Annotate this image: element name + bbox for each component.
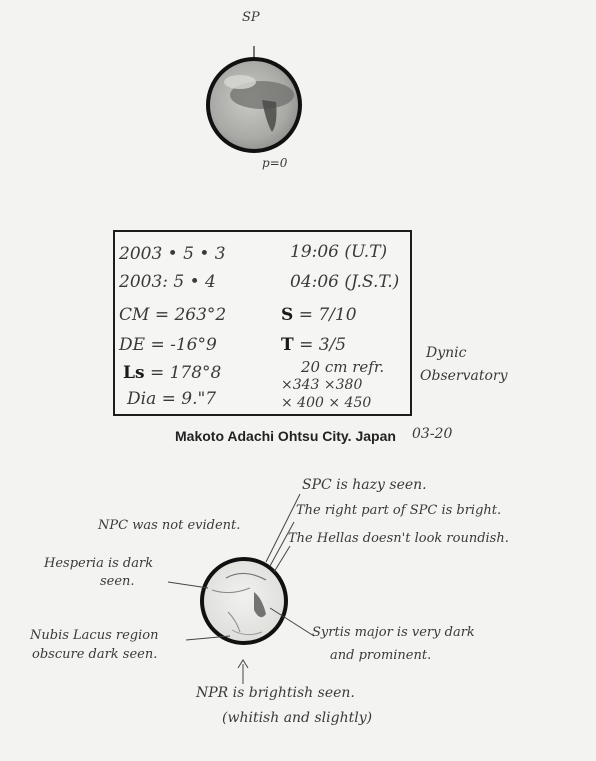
p-angle-label: p=0 (262, 156, 288, 170)
seeing-value: = 7/10 (298, 305, 357, 325)
observatory-line-2: Observatory (420, 368, 508, 384)
solar-longitude (123, 363, 221, 383)
telescope: 20 cm refr. (301, 358, 385, 376)
observer-stamp: Makoto Adachi Ohtsu City. Japan (175, 428, 396, 444)
magnification-line-2: × 400 × 450 (281, 395, 372, 411)
transparency-label: T (281, 335, 294, 355)
jst-date: 2003: 5 • 4 (119, 272, 216, 292)
top-planet-disk (208, 46, 300, 151)
seeing (281, 305, 357, 325)
note-spc-right-bright: The right part of SPC is bright. (296, 503, 502, 518)
ut-date: 2003 • 5 • 3 (119, 244, 226, 264)
declination: DE = -16°9 (119, 335, 217, 355)
note-npr-line-1: NPR is brightish seen. (196, 685, 355, 701)
note-spc-hazy: SPC is hazy seen. (302, 477, 427, 493)
central-meridian: CM = 263°2 (119, 305, 227, 325)
note-nubis-line-2: obscure dark seen. (32, 647, 158, 662)
note-syrtis-line-1: Syrtis major is very dark (312, 625, 475, 640)
transparency (281, 335, 346, 355)
transparency-value: = 3/5 (299, 335, 347, 355)
note-syrtis-line-2: and prominent. (330, 648, 432, 663)
magnification-line-1: ×343 ×380 (281, 377, 363, 393)
note-hesperia-line-2: seen. (100, 574, 135, 589)
ut-time: 19:06 (U.T) (290, 242, 388, 262)
apparent-diameter: Dia = 9."7 (127, 389, 217, 409)
south-pole-label: SP (242, 10, 260, 25)
bottom-planet-disk (202, 559, 286, 643)
note-npc-not-evident: NPC was not evident. (98, 518, 241, 533)
ls-label: Ls (123, 363, 145, 383)
jst-time: 04:06 (J.S.T.) (290, 272, 400, 292)
note-npr-line-2: (whitish and slightly) (222, 710, 373, 726)
note-nubis-line-1: Nubis Lacus region (30, 628, 159, 643)
seeing-label: S (281, 305, 294, 325)
note-hellas: The Hellas doesn't look roundish. (288, 531, 509, 546)
observatory-line-1: Dynic (426, 345, 467, 361)
observation-number: 03-20 (412, 426, 453, 442)
observation-record-box (113, 230, 412, 416)
note-hesperia-line-1: Hesperia is dark (44, 556, 154, 571)
ls-value: = 178°8 (149, 363, 222, 383)
